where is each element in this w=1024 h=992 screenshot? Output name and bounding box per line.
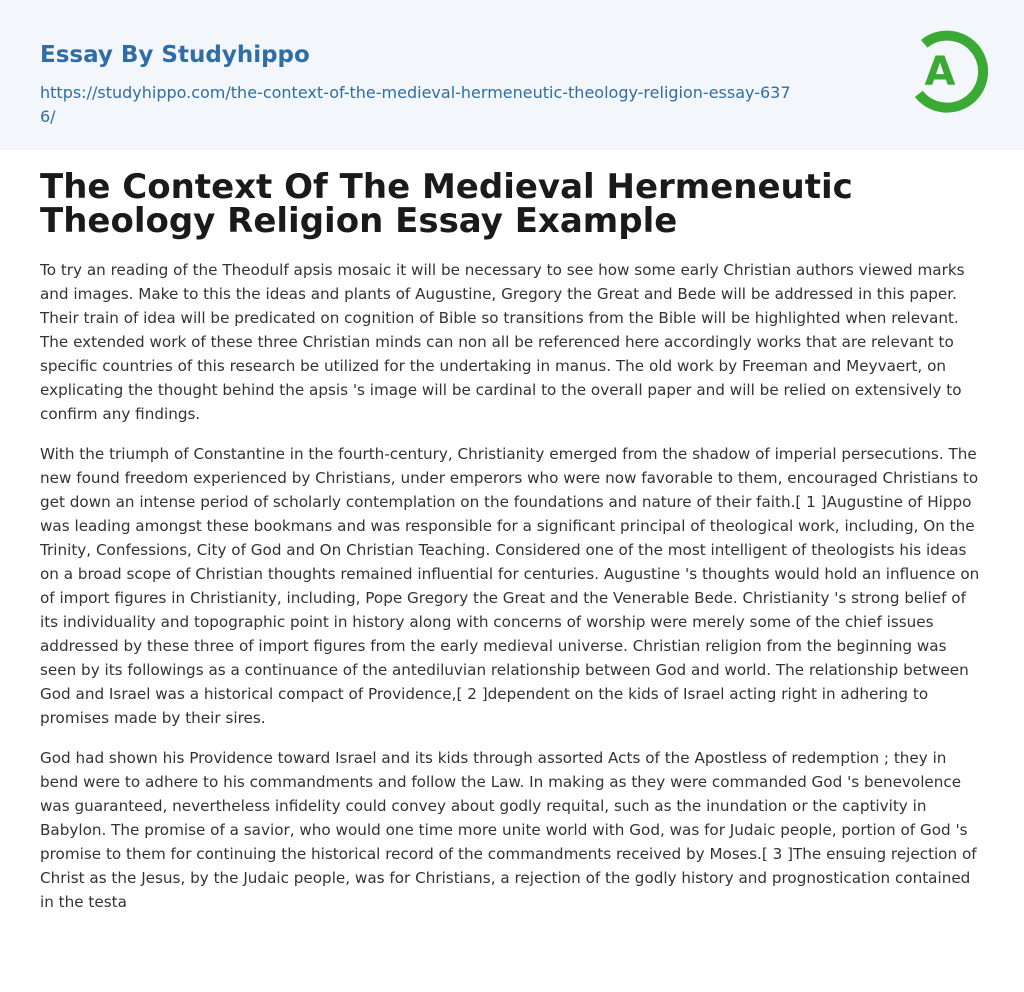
paragraph-1: To try an reading of the Theodulf apsis mosaic it will be necessary to see how some early Christian authors viewed marks and images. Make to this the ideas and plants of Augustine, Gregory the Great and Bede will be addressed in this paper. Their train of idea will be predicated on cognition of Bible so transitions from the Bible will be highlighted when relevant. The extended work of these three Christian minds can non all be referenced here accordingly works that are relevant to specific countries of this research be utilized for the undertaking in manus. The old work by Freeman and Meyvaert, on explicating the thought behind the apsis 's image will be cardinal to the overall paper and will be relied on extensively to confirm any findings. (40, 261, 965, 423)
source-url-link[interactable]: https://studyhippo.com/the-context-of-the-medieval-hermeneutic-theology-religion-essay-6376/ (40, 83, 791, 126)
paragraph-3: God had shown his Providence toward Israel and its kids through assorted Acts of the Apostless of redemption ; they in bend were to adhere to his commandments and follow the Law. In making as they were commanded God 's benevolence was guaranteed, nevertheless infidelity could convey about godly requital, such as the inundation or the captivity in Babylon. The promise of a savior, who would one time more unite world with God, was for Judaic people, portion of God 's promise to them for continuing the historical record of the commandments received by Moses.[ 3 ]The ensuing rejection of Christ as the Jesus, by the Judaic people, was for Christians, a rejection of the godly history and prognostication contained in the testa (40, 749, 977, 911)
article (0, 150, 1024, 914)
site-title[interactable]: Essay By Studyhippo (40, 42, 310, 68)
studyhippo-logo-icon[interactable] (906, 30, 990, 114)
paragraph-2: With the triumph of Constantine in the fourth-century, Christianity emerged from the shadow of imperial persecutions. The new found freedom experienced by Christians, under emperors who were now favorable to them, encouraged Christians to get down an intense period of scholarly contemplation on the foundations and nature of their faith.[ 1 ]Augustine of Hippo was leading amongst these bookmans and was responsible for a significant principal of theological work, including, On the Trinity, Confessions, City of God and On Christian Teaching. Considered one of the most intelligent of theologists his ideas on a broad scope of Christian thoughts remained influential for centuries. Augustine 's thoughts would hold an influence on of import figures in Christianity, including, Pope Gregory the Great and the Venerable Bede. Christianity 's strong belief of its individuality and topographic point in history along with concerns of worship were merely some of the chief issues addressed by these three of import figures from the early medieval universe. Christian religion from the beginning was seen by its followings as a continuance of the antediluvian relationship between God and world. The relationship between God and Israel was a historical compact of Providence,[ 2 ]dependent on the kids of Israel acting right in adhering to promises made by their sires. (40, 445, 980, 727)
logo-letter: A (924, 49, 956, 95)
site-header (0, 0, 1024, 150)
page-title: The Context Of The Medieval Hermeneutic Theology Religion Essay Example (40, 167, 853, 241)
